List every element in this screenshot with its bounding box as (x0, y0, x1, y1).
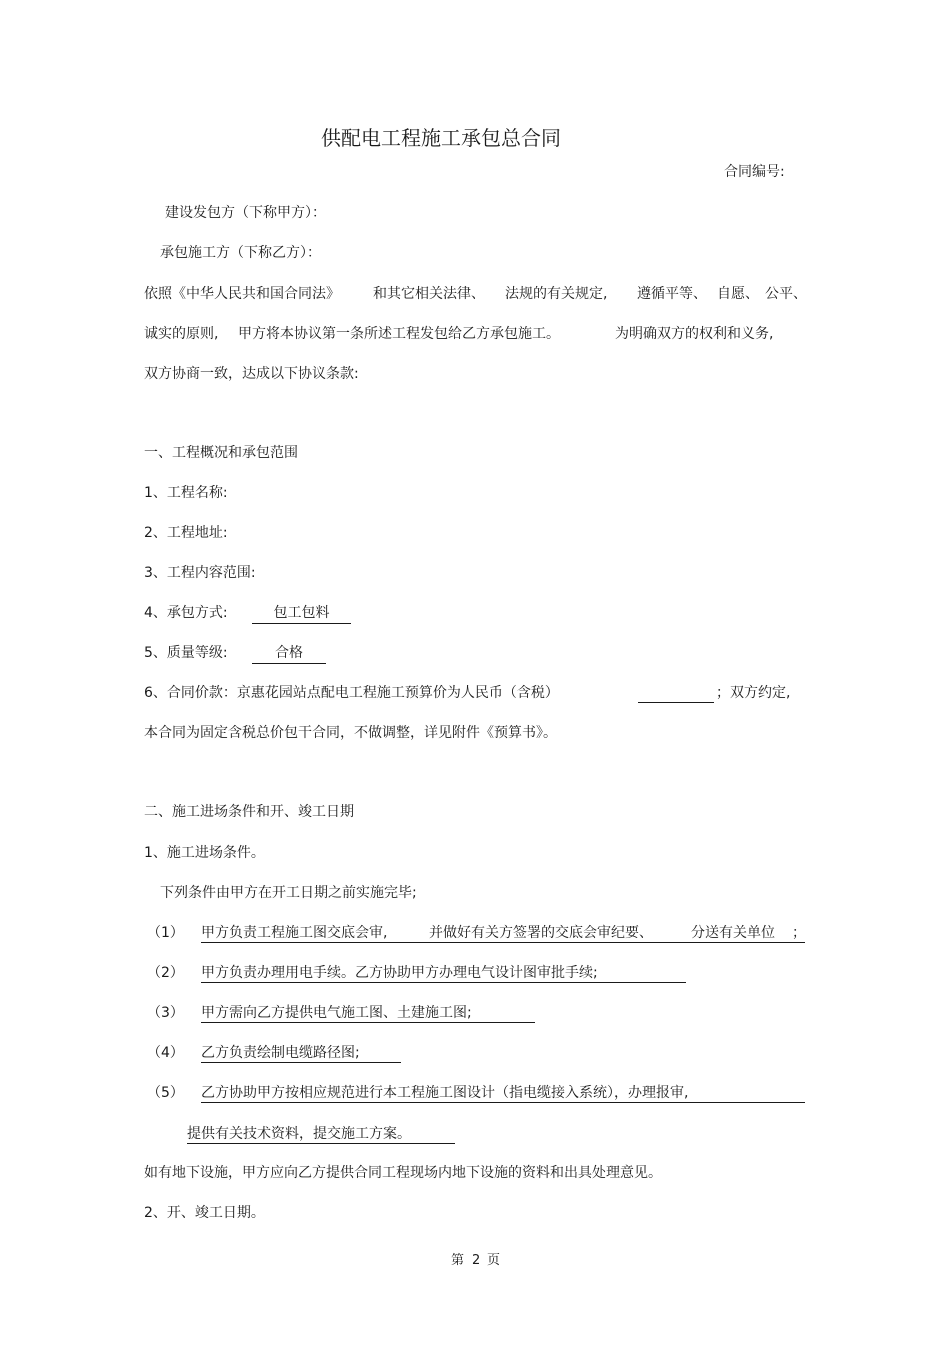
condition-text: 甲方负责工程施工图交底会审, (201, 925, 388, 941)
quality-grade-value: 合格 (252, 643, 326, 664)
page-number-suffix: 页 (487, 1253, 501, 1268)
intro-text: 自愿、 (717, 286, 759, 302)
condition-number: （4） (147, 1045, 184, 1061)
condition-text: 甲方需向乙方提供电气施工图、土建施工图; (201, 1003, 535, 1023)
quality-grade-label: 5、质量等级: (144, 645, 228, 661)
contract-price-text: 6、合同价款：京惠花园站点配电工程施工预算价为人民币（含税） (144, 685, 559, 701)
document-title: 供配电工程施工承包总合同 (321, 126, 561, 150)
contract-method-value: 包工包料 (252, 603, 351, 624)
condition-text: 乙方负责绘制电缆路径图; (201, 1043, 401, 1063)
start-completion-date-heading: 2、开、竣工日期。 (144, 1205, 265, 1221)
intro-text: 为明确双方的权利和义务, (615, 326, 774, 342)
party-b-line: 承包施工方（下称乙方）： (160, 245, 321, 261)
intro-text: 诚实的原则, (144, 326, 219, 342)
condition-text: 甲方负责办理用电手续。乙方协助甲方办理电气设计图审批手续; (201, 963, 686, 983)
contract-method-label: 4、承包方式: (144, 605, 228, 621)
intro-text: 法规的有关规定, (505, 286, 608, 302)
project-address-label: 2、工程地址: (144, 525, 228, 541)
page-number: 2 (472, 1253, 481, 1268)
condition-number: （1） (147, 925, 184, 941)
page-number-prefix: 第 (451, 1253, 465, 1268)
condition-text: 分送有关单位 (691, 925, 775, 941)
project-scope-label: 3、工程内容范围: (144, 565, 256, 581)
condition-number: （3） (147, 1005, 184, 1021)
condition-text: 乙方协助甲方按相应规范进行本工程施工图设计（指电缆接入系统），办理报审, (201, 1083, 805, 1103)
contract-price-blank (638, 683, 714, 703)
intro-text: 依照《中华人民共和国合同法》 (144, 286, 340, 302)
intro-text: 甲方将本协议第一条所述工程发包给乙方承包施工。 (238, 326, 560, 342)
site-conditions-heading: 1、施工进场条件。 (144, 845, 265, 861)
underground-facilities-text: 如有地下设施，甲方应向乙方提供合同工程现场内地下设施的资料和出具处理意见。 (144, 1165, 662, 1181)
contract-price-text: ；双方约定, (716, 685, 791, 701)
contract-number-label: 合同编号: (724, 164, 785, 180)
condition-text-continued: 提供有关技术资料，提交施工方案。 (187, 1124, 455, 1144)
party-a-line: 建设发包方（下称甲方）： (165, 205, 326, 221)
condition-number: （5） (147, 1085, 184, 1101)
intro-text: 遵循平等、 (637, 286, 707, 302)
intro-text: 双方协商一致，达成以下协议条款: (144, 366, 359, 382)
contract-price-text: 本合同为固定含税总价包干合同，不做调整，详见附件《预算书》。 (144, 725, 557, 741)
section-heading: 一、工程概况和承包范围 (144, 445, 298, 461)
intro-text: 和其它相关法律、 (373, 286, 485, 302)
condition-text: ； (792, 925, 806, 941)
project-name-label: 1、工程名称: (144, 485, 228, 501)
condition-text: 并做好有关方签署的交底会审纪要、 (429, 925, 653, 941)
intro-text: 公平、 (765, 286, 807, 302)
section-heading: 二、施工进场条件和开、竣工日期 (144, 804, 354, 820)
condition-number: （2） (147, 965, 184, 981)
site-conditions-intro: 下列条件由甲方在开工日期之前实施完毕; (160, 885, 417, 901)
